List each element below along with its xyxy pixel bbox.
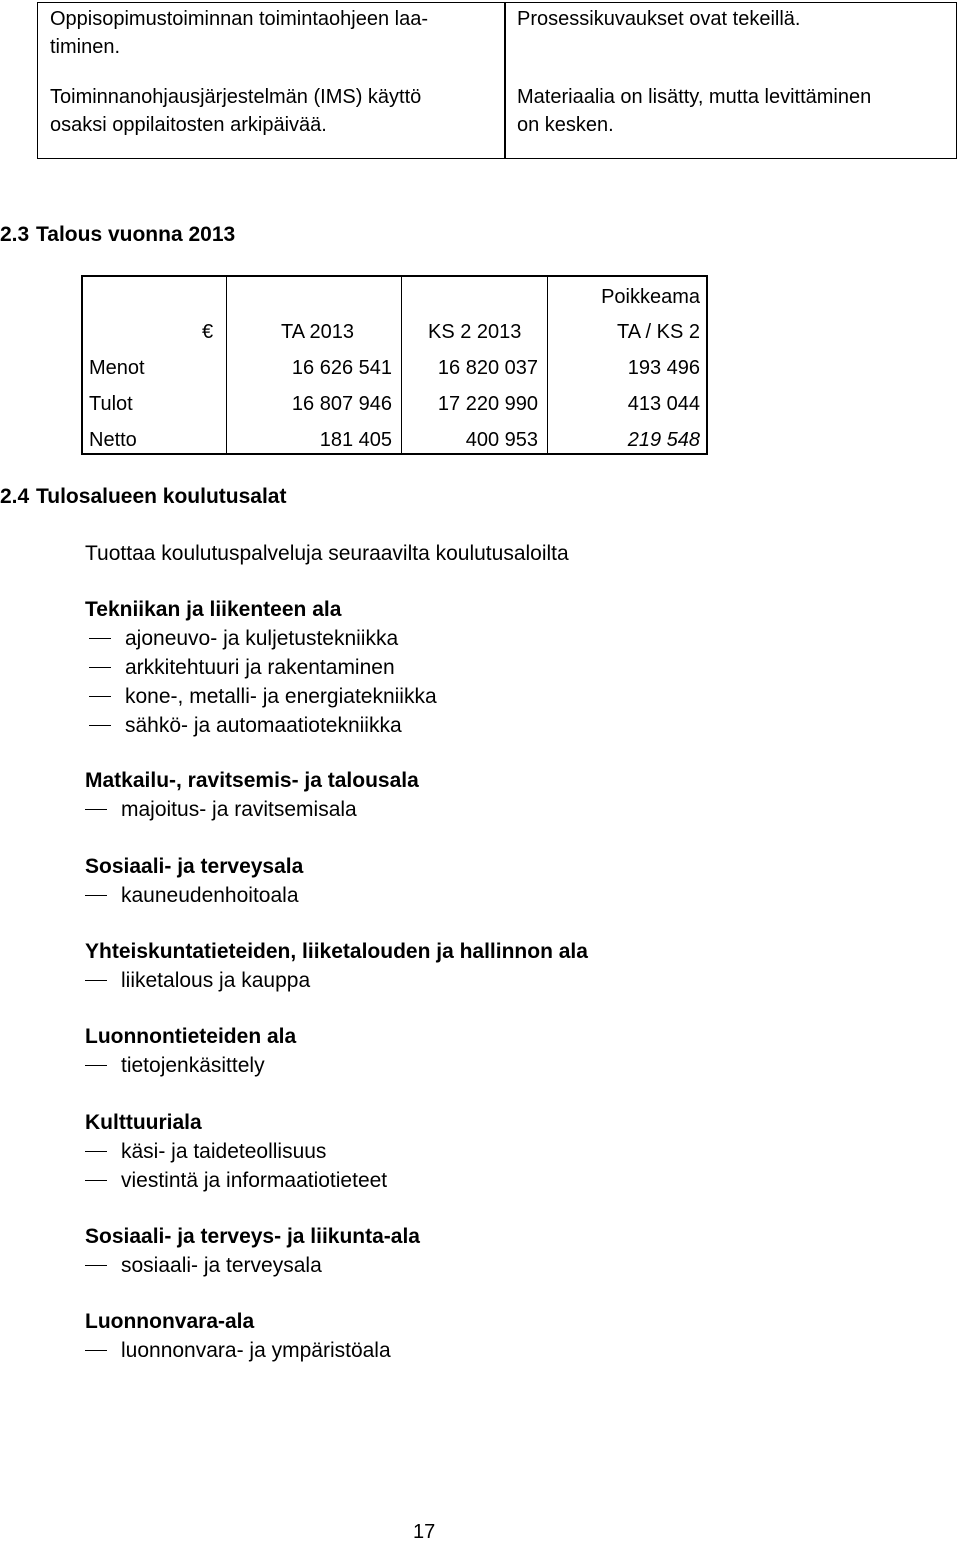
cell-ks: 17 220 990 <box>437 393 538 415</box>
field-list-item-label: sosiaali- ja terveysala <box>121 1254 322 1277</box>
row-label: Tulot <box>89 393 133 415</box>
header-deviation-sub: TA / KS 2 <box>617 321 700 343</box>
dash-bullet-icon <box>89 638 111 639</box>
cell-ta: 16 626 541 <box>291 357 392 379</box>
field-list-item <box>85 1054 265 1078</box>
section-number: 2.3 <box>0 223 30 246</box>
cell-ks: 16 820 037 <box>437 357 538 379</box>
row-label: Menot <box>89 357 145 379</box>
field-list-item <box>89 627 398 651</box>
cell-text: on kesken. <box>517 114 614 136</box>
field-list-item <box>89 714 402 738</box>
dash-bullet-icon <box>89 696 111 697</box>
status-table-cell-left <box>37 2 506 159</box>
dash-bullet-icon <box>89 667 111 668</box>
cell-deviation: 219 548 <box>627 429 700 451</box>
field-list-item <box>85 1339 391 1363</box>
column-divider <box>226 277 227 453</box>
field-group-title: Sosiaali- ja terveys- ja liikunta-ala <box>85 1225 420 1248</box>
cell-text: Materiaalia on lisätty, mutta levittäminen <box>517 86 872 108</box>
header-ta-2013: TA 2013 <box>281 321 355 343</box>
dash-bullet-icon <box>89 725 111 726</box>
field-group-title: Sosiaali- ja terveysala <box>85 855 304 878</box>
field-list-item <box>89 656 395 680</box>
column-divider <box>401 277 402 453</box>
status-table <box>37 2 957 161</box>
cell-deviation: 193 496 <box>627 357 700 379</box>
field-list-item <box>85 1140 326 1164</box>
section-number: 2.4 <box>0 485 30 508</box>
dash-bullet-icon <box>85 1065 107 1066</box>
field-list-item <box>85 1169 387 1193</box>
field-list-item <box>85 884 299 908</box>
field-list-item-label: luonnonvara- ja ympäristöala <box>121 1339 391 1362</box>
cell-ks: 400 953 <box>465 429 538 451</box>
dash-bullet-icon <box>85 1180 107 1181</box>
field-list-item-label: kone-, metalli- ja energiatekniikka <box>125 685 437 708</box>
field-list-item-label: sähkö- ja automaatiotekniikka <box>125 714 402 737</box>
header-deviation: Poikkeama <box>601 286 700 308</box>
column-divider <box>547 277 548 453</box>
dash-bullet-icon <box>85 1151 107 1152</box>
header-ks-2-2013: KS 2 2013 <box>428 321 522 343</box>
section-title: Talous vuonna 2013 <box>36 223 236 246</box>
field-list-item-label: majoitus- ja ravitsemisala <box>121 798 357 821</box>
finance-table <box>81 275 708 455</box>
field-list-item <box>89 685 437 709</box>
dash-bullet-icon <box>85 980 107 981</box>
field-list-item-label: liiketalous ja kauppa <box>121 969 311 992</box>
field-group-title: Yhteiskuntatieteiden, liiketalouden ja hallinnon ala <box>85 940 588 963</box>
field-list-item-label: tietojenkäsittely <box>121 1054 265 1077</box>
dash-bullet-icon <box>85 809 107 810</box>
field-group-title: Luonnontieteiden ala <box>85 1025 297 1048</box>
field-list-item-label: ajoneuvo- ja kuljetustekniikka <box>125 627 399 650</box>
field-list-item <box>85 798 357 822</box>
intro-text: Tuottaa koulutuspalveluja seuraavilta koulutusaloilta <box>85 542 569 565</box>
field-group-title: Matkailu-, ravitsemis- ja talousala <box>85 769 419 792</box>
section-title: Tulosalueen koulutusalat <box>36 485 287 508</box>
field-list-item <box>85 969 310 993</box>
field-list-item-label: käsi- ja taideteollisuus <box>121 1140 327 1163</box>
cell-text: timinen. <box>50 36 121 58</box>
row-label: Netto <box>89 429 137 451</box>
cell-ta: 181 405 <box>319 429 392 451</box>
cell-ta: 16 807 946 <box>291 393 392 415</box>
section-heading-2-3 <box>0 223 235 247</box>
page-number: 17 <box>413 1521 436 1543</box>
field-list-item-label: viestintä ja informaatiotieteet <box>121 1169 388 1192</box>
cell-text: osaksi oppilaitosten arkipäivää. <box>50 114 327 136</box>
dash-bullet-icon <box>85 895 107 896</box>
field-list-item-label: kauneudenhoitoala <box>121 884 299 907</box>
dash-bullet-icon <box>85 1350 107 1351</box>
euro-icon: € <box>202 321 214 343</box>
field-list-item <box>85 1254 322 1278</box>
field-list-item-label: arkkitehtuuri ja rakentaminen <box>125 656 395 679</box>
field-group-title: Luonnonvara-ala <box>85 1310 255 1333</box>
dash-bullet-icon <box>85 1265 107 1266</box>
cell-text: Oppisopimustoiminnan toimintaohjeen laa- <box>50 8 428 30</box>
cell-text: Prosessikuvaukset ovat tekeillä. <box>517 8 801 30</box>
cell-deviation: 413 044 <box>627 393 700 415</box>
section-heading-2-4 <box>0 485 286 509</box>
field-group-title: Kulttuuriala <box>85 1111 202 1134</box>
field-group-title: Tekniikan ja liikenteen ala <box>85 598 342 621</box>
status-table-cell-right <box>504 2 957 159</box>
cell-text: Toiminnanohjausjärjestelmän (IMS) käyttö <box>50 86 422 108</box>
